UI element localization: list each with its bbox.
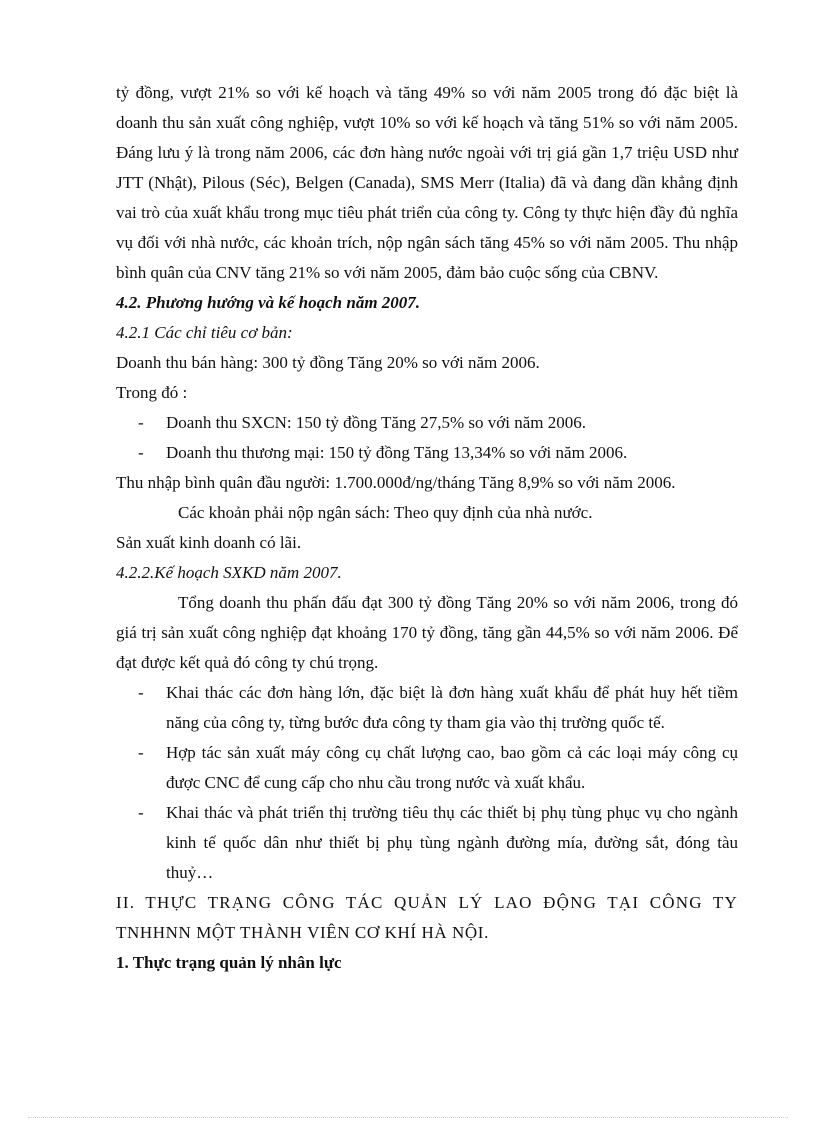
bullet-mark: - <box>138 803 144 822</box>
bullet-mark: - <box>138 443 144 462</box>
profit-line: Sản xuất kinh doanh có lãi. <box>116 533 302 552</box>
bullet-mark: - <box>138 743 144 762</box>
income-line: Thu nhập bình quân đầu người: 1.700.000đ/ng/tháng Tăng 8,9% so với năm 2006. <box>116 473 676 492</box>
page-bottom-divider <box>28 1117 788 1118</box>
list-item-text: Doanh thu SXCN: 150 tỷ đồng Tăng 27,5% so với năm 2006. <box>166 413 586 432</box>
intro-paragraph: tỷ đồng, vượt 21% so với kế hoạch và tăng 49% so với năm 2005 trong đó đặc biệt là doanh thu sản xuất công nghiệp, vượt 10% so với kế hoạch và tăng 51% so với năm 2005. Đáng lưu ý là trong năm 2006, các đơn hàng nước ngoài với trị giá gần 1,7 triệu USD như JTT (Nhật), Pilous (Séc), Belgen (Canada), SMS Merr (Italia) đã và đang dần khẳng định vai trò của xuất khẩu trong mục tiêu phát triển của công ty. Công ty thực hiện đầy đủ nghĩa vụ đối với nhà nước, các khoản trích, nộp ngân sách tăng 45% so với năm 2005. Thu nhập bình quân của CNV tăng 21% so với năm 2005, đảm bảo cuộc sống của CBNV. <box>116 83 738 282</box>
list-item <box>116 408 738 438</box>
of-which-line: Trong đó : <box>116 383 188 402</box>
list-item <box>116 438 738 468</box>
section-4-2-2-heading: 4.2.2.Kế hoạch SXKD năm 2007. <box>116 563 342 582</box>
bullet-mark: - <box>138 683 144 702</box>
list-item-text: Khai thác và phát triển thị trường tiêu thụ các thiết bị phụ tùng phục vụ cho ngành kinh tế quốc dân như thiết bị phụ tùng ngành đường mía, đường sắt, đóng tàu thuỷ… <box>166 803 738 882</box>
budget-line: Các khoản phải nộp ngân sách: Theo quy định của nhà nước. <box>178 503 593 522</box>
section-4-2-1-heading: 4.2.1 Các chỉ tiêu cơ bản: <box>116 323 293 342</box>
section-II-heading-line-2: TNHHNN MỘT THÀNH VIÊN CƠ KHÍ HÀ NỘI. <box>116 923 489 942</box>
bullet-mark: - <box>138 413 144 432</box>
list-item <box>116 738 738 798</box>
plan-paragraph: Tổng doanh thu phấn đấu đạt 300 tỷ đồng Tăng 20% so với năm 2006, trong đó giá trị sản xuất công nghiệp đạt khoảng 170 tỷ đồng, tăng gần 44,5% so với năm 2006. Để đạt được kết quả đó công ty chú trọng. <box>116 593 738 672</box>
section-II-heading-line-1: II. THỰC TRẠNG CÔNG TÁC QUẢN LÝ LAO ĐỘNG TẠI CÔNG TY <box>116 893 738 912</box>
list-item-text: Doanh thu thương mại: 150 tỷ đồng Tăng 13,34% so với năm 2006. <box>166 443 628 462</box>
section-4-2-heading: 4.2. Phương hướng và kế hoạch năm 2007. <box>116 293 421 312</box>
list-item-text: Hợp tác sản xuất máy công cụ chất lượng cao, bao gồm cả các loại máy công cụ được CNC để cung cấp cho nhu cầu trong nước và xuất khẩu. <box>166 743 738 792</box>
revenue-line: Doanh thu bán hàng: 300 tỷ đồng Tăng 20% so với năm 2006. <box>116 353 540 372</box>
list-item <box>116 798 738 888</box>
list-item-text: Khai thác các đơn hàng lớn, đặc biệt là đơn hàng xuất khẩu để phát huy hết tiềm năng của công ty, từng bước đưa công ty tham gia vào thị trường quốc tế. <box>166 683 738 732</box>
document-page <box>116 78 738 978</box>
section-II-1-heading: 1. Thực trạng quản lý nhân lực <box>116 953 342 972</box>
list-item <box>116 678 738 738</box>
